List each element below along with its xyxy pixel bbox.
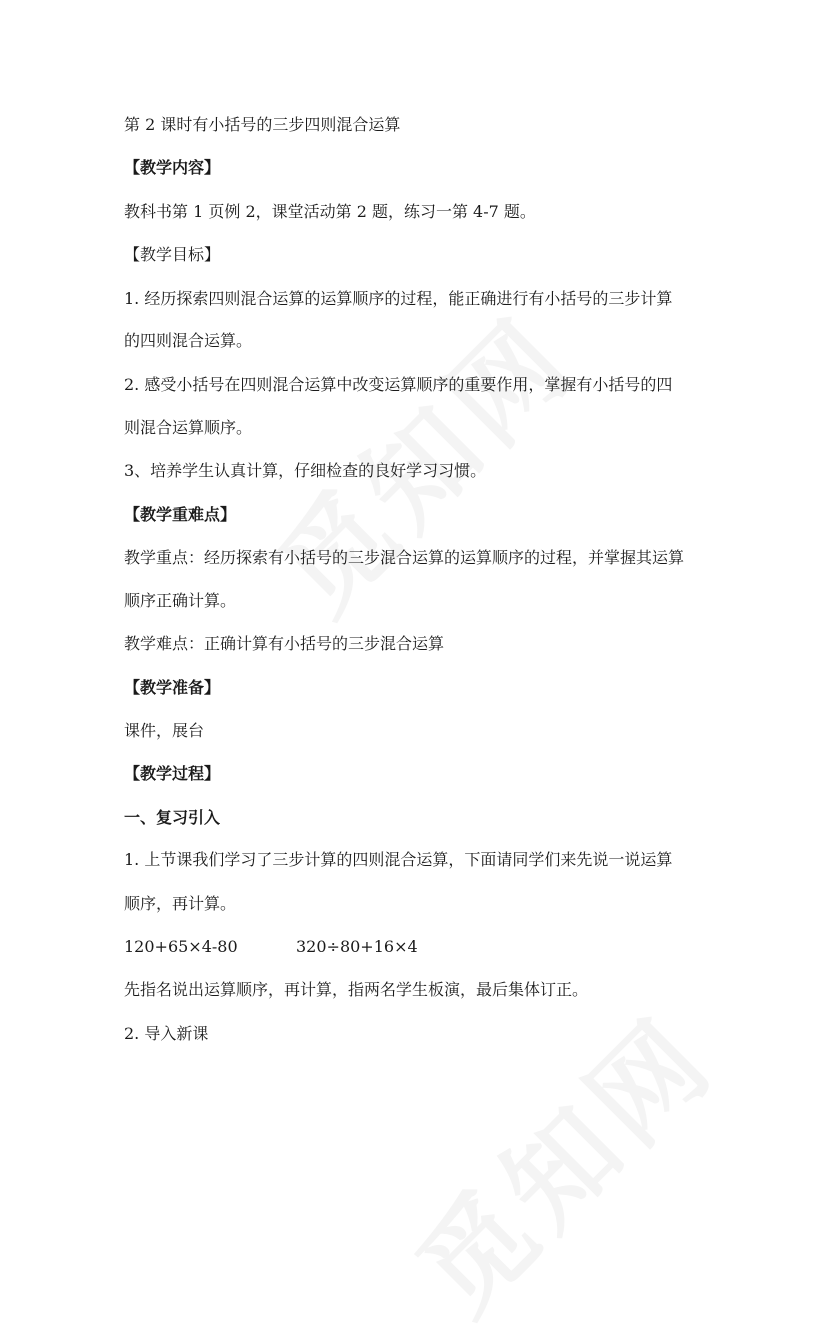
section-heading-keypoints: 【教学重难点】 (124, 505, 237, 524)
goal-1-line-1: 1. 经历探索四则混合运算的运算顺序的过程，能正确进行有小括号的三步计算 (124, 289, 673, 308)
section-heading-prep: 【教学准备】 (124, 678, 221, 697)
section-heading-goals: 【教学目标】 (124, 245, 221, 264)
key-point-line-1: 教学重点：经历探索有小括号的三步混合运算的运算顺序的过程，并掌握其运算 (124, 548, 685, 567)
goal-2-line-2: 则混合运算顺序。 (124, 418, 253, 437)
difficulty-point: 教学难点：正确计算有小括号的三步混合运算 (124, 634, 445, 653)
goal-1-line-2: 的四则混合运算。 (124, 331, 253, 350)
expression-b: 320÷80+16×4 (296, 937, 418, 956)
review-note: 先指名说出运算顺序，再计算，指两名学生板演，最后集体订正。 (124, 980, 589, 999)
prep-text: 课件，展台 (124, 721, 205, 740)
review-1-line-2: 顺序，再计算。 (124, 894, 237, 913)
goal-3: 3、培养学生认真计算，仔细检查的良好学习习惯。 (124, 461, 487, 480)
watermark (377, 976, 743, 1342)
step-1-heading: 一、复习引入 (124, 808, 221, 827)
review-1-line-1: 1. 上节课我们学习了三步计算的四则混合运算，下面请同学们来先说一说运算 (124, 850, 673, 869)
review-2: 2. 导入新课 (124, 1024, 209, 1043)
section-heading-process: 【教学过程】 (124, 764, 221, 783)
lesson-title: 第 2 课时有小括号的三步四则混合运算 (124, 115, 401, 134)
section-heading-content: 【教学内容】 (124, 158, 221, 177)
watermark (237, 276, 603, 642)
expression-a: 120+65×4-80 (124, 937, 238, 956)
content-text: 教科书第 1 页例 2，课堂活动第 2 题，练习一第 4-7 题。 (124, 202, 536, 221)
key-point-line-2: 顺序正确计算。 (124, 591, 237, 610)
goal-2-line-1: 2. 感受小括号在四则混合运算中改变运算顺序的重要作用，掌握有小括号的四 (124, 375, 673, 394)
